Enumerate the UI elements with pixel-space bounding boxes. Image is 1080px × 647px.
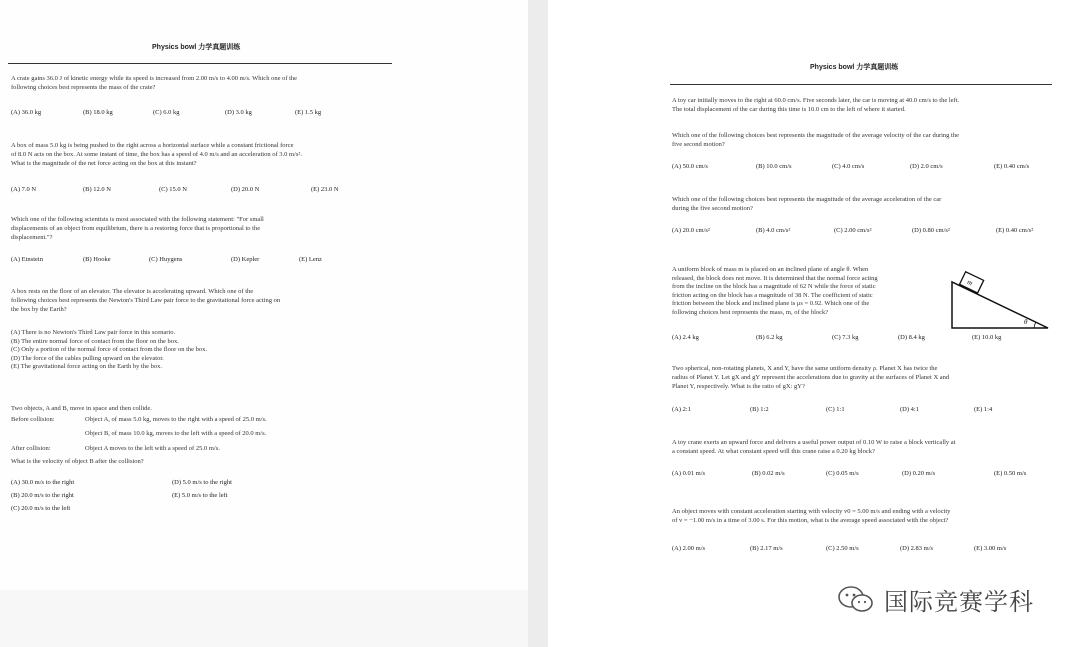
option-b[interactable]: (B) The entire normal force of contact from the floor on the box. — [11, 337, 179, 345]
option-e[interactable]: (E) 0.50 m/s — [994, 470, 1027, 477]
option-c[interactable]: (C) Only a portion of the normal force of contact from the floor on the box. — [11, 346, 208, 353]
question-5-options — [672, 544, 1006, 553]
question-2: A box of mass 5.0 kg is being pushed to the right across a horizontal surface while a constant frictional force of 8.0 N acts on the box. At some instant of time, the box has a speed of 4.0 m/s and an acceleration of 3.0 m/s². What is the magnitude of the net force acting on the box at this instant? — [11, 142, 302, 167]
page-header: Physics bowl 力学真题训练 — [152, 44, 241, 51]
before-object-b: Object B, of mass 10.0 kg, moves to the left with a speed of 20.0 m/s. — [85, 430, 267, 437]
option-d[interactable]: (D) 2.83 m/s — [900, 545, 934, 552]
question-4-options — [672, 469, 1026, 478]
question-5-intro: Two objects, A and B, move in space and then collide. — [11, 405, 152, 412]
option-d[interactable]: (D) 5.0 m/s to the right — [172, 479, 232, 486]
option-b[interactable]: (B) 12.0 N — [83, 186, 111, 193]
after-object-a: Object A moves to the left with a speed of 25.0 m/s. — [85, 445, 220, 452]
option-d[interactable]: (D) 2.0 cm/s — [910, 163, 943, 170]
angle-arc — [1034, 322, 1036, 328]
after-collision-label: After collision: — [11, 445, 51, 452]
option-a[interactable]: (A) There is no Newton's Third Law pair force in this scenario. — [11, 329, 176, 336]
option-a[interactable]: (A) 2.00 m/s — [672, 545, 706, 552]
right-page — [548, 0, 1080, 647]
option-e[interactable]: (E) The gravitational force acting on the Earth by the box. — [11, 363, 162, 370]
question-5: What is the velocity of object B after the collision? — [11, 458, 144, 465]
option-b[interactable]: (B) 18.0 kg — [83, 109, 113, 116]
option-e[interactable]: (E) 5.0 m/s to the left — [172, 492, 228, 499]
option-c[interactable]: (C) 15.0 N — [159, 186, 187, 193]
option-a[interactable]: (A) 7.0 N — [11, 186, 37, 193]
option-b[interactable]: (B) 0.02 m/s — [752, 470, 785, 477]
option-b[interactable]: (B) 20.0 m/s to the right — [11, 492, 74, 499]
option-b[interactable]: (B) 10.0 cm/s — [756, 163, 792, 170]
question-3-options — [672, 405, 992, 414]
option-c[interactable]: (C) 4.0 cm/s — [832, 163, 865, 170]
question-1b: Which one of the following choices best represents the magnitude of the average acceleration of the car during the five second motion? — [672, 196, 942, 212]
option-e[interactable]: (E) 3.00 m/s — [974, 545, 1007, 552]
option-c[interactable]: (C) 6.0 kg — [153, 109, 180, 116]
option-b[interactable]: (B) 2.17 m/s — [750, 545, 783, 552]
question-4: A toy crane exerts an upward force and delivers a useful power output of 0.10 W to raise a block vertically at a constant speed. At what constant speed will this crane raise a 0.20 kg block? — [672, 439, 956, 455]
option-a[interactable]: (A) Einstein — [11, 256, 43, 263]
option-a[interactable]: (A) 50.0 cm/s — [672, 163, 708, 170]
question-3-options — [11, 255, 322, 264]
option-a[interactable]: (A) 2.4 kg — [672, 334, 699, 341]
question-1a: Which one of the following choices best represents the magnitude of the average velocity of the car during the five second motion? — [672, 132, 959, 148]
page-gutter — [528, 0, 548, 647]
question-4-options — [11, 329, 207, 372]
option-c[interactable]: (C) 20.0 m/s to the left — [11, 505, 71, 512]
option-e[interactable]: (E) 23.0 N — [311, 186, 339, 193]
option-e[interactable]: (E) 10.0 kg — [972, 334, 1002, 341]
option-d[interactable]: (D) 0.20 m/s — [902, 470, 936, 477]
option-d[interactable]: (D) 0.80 cm/s² — [912, 227, 950, 234]
option-d[interactable]: (D) 4:1 — [900, 406, 919, 413]
option-d[interactable]: (D) The force of the cables pulling upward on the elevator. — [11, 354, 164, 362]
option-a[interactable]: (A) 30.0 m/s to the right — [11, 479, 75, 486]
option-a[interactable]: (A) 20.0 cm/s² — [672, 227, 710, 234]
option-a[interactable]: (A) 0.01 m/s — [672, 470, 706, 477]
question-2: A uniform block of mass m is placed on an inclined plane of angle θ. When released, the block does not move. It is determined that the normal force acting from the incline on the block has a magnitude of 62 N while the force of static friction acting on the block has a magnitude of 38 N. The coefficient of static friction between the block and inclined plane is μs = 0.92. Which one of the following choices best represents the mass, m, of the block? — [672, 266, 878, 316]
page-shadow — [0, 590, 528, 647]
option-a[interactable]: (A) 2:1 — [672, 406, 691, 413]
option-c[interactable]: (C) 7.3 kg — [832, 334, 859, 341]
option-b[interactable]: (B) 4.0 cm/s² — [756, 227, 791, 234]
option-e[interactable]: (E) 1.5 kg — [295, 109, 322, 116]
question-1-stem: A toy car initially moves to the right at 60.0 cm/s. Five seconds later, the car is moving at 40.0 cm/s to the left. The total displacement of the car during this time is 10.0 cm to the left of where it started. — [672, 97, 960, 113]
wechat-icon — [836, 584, 876, 616]
svg-text:m: m — [965, 277, 974, 288]
before-object-a: Object A, of mass 5.0 kg, moves to the right with a speed of 25.0 m/s. — [85, 416, 267, 423]
option-b[interactable]: (B) 1:2 — [750, 406, 769, 413]
question-5-options-col2 — [172, 478, 232, 500]
page-header: Physics bowl 力学真题训练 — [810, 64, 899, 71]
question-4: A box rests on the floor of an elevator. The elevator is accelerating upward. Which one of the following choices best represents the Newton's Third Law pair force to the gravitational force acting on the box by the Earth? — [11, 288, 281, 313]
option-d[interactable]: (D) 8.4 kg — [898, 334, 925, 341]
question-2-options — [672, 333, 1001, 342]
option-e[interactable]: (E) 0.40 cm/s² — [996, 227, 1034, 234]
option-c[interactable]: (C) 2.00 cm/s² — [834, 227, 872, 234]
question-3: Two spherical, non-rotating planets, X and Y, have the same uniform density ρ. Planet X has twice the radius of Planet Y. Let gX and gY represent the accelerations due to gravity at the surfaces of Planet X and Planet Y, respectively. What is the ratio of gX: gY? — [672, 365, 950, 390]
before-collision-label: Before collision: — [11, 416, 55, 423]
watermark — [836, 582, 1034, 617]
option-e[interactable]: (E) 0.40 cm/s — [994, 163, 1030, 170]
option-c[interactable]: (C) 0.05 m/s — [826, 470, 859, 477]
incline-figure — [948, 264, 1052, 332]
question-2-options — [11, 185, 339, 194]
question-1a-options — [672, 162, 1029, 171]
header-rule — [8, 63, 392, 64]
option-c[interactable]: (C) 2.50 m/s — [826, 545, 859, 552]
option-c[interactable]: (C) 1:1 — [826, 406, 845, 413]
question-5-options-col1 — [11, 478, 74, 513]
left-page — [0, 0, 528, 647]
header-rule — [670, 84, 1052, 85]
option-b[interactable]: (B) 6.2 kg — [756, 334, 783, 341]
angle-label: θ — [1024, 318, 1028, 326]
question-5: An object moves with constant acceleration starting with velocity v0 = 5.00 m/s and ending with a velocity of v = −1.00 m/s in a time of 3.00 s. For this motion, what is the average speed associated with the object? — [672, 508, 951, 524]
option-d[interactable]: (D) 3.0 kg — [225, 109, 252, 116]
question-1-options — [11, 108, 321, 117]
option-d[interactable]: (D) Kepler — [231, 256, 260, 263]
option-b[interactable]: (B) Hooke — [83, 256, 111, 263]
question-3: Which one of the following scientists is most associated with the following statement: "For small displacements of an object from equilibrium, there is a restoring force that is proportional to the displacement."? — [11, 216, 264, 241]
option-d[interactable]: (D) 20.0 N — [231, 186, 260, 193]
question-1: A crate gains 36.0 J of kinetic energy while its speed is increased from 2.00 m/s to 4.00 m/s. Which one of the following choices best represents the mass of the crate? — [11, 75, 298, 91]
option-c[interactable]: (C) Huygens — [149, 256, 183, 263]
option-e[interactable]: (E) Lenz — [299, 256, 322, 263]
option-e[interactable]: (E) 1:4 — [974, 406, 993, 413]
option-a[interactable]: (A) 36.0 kg — [11, 109, 42, 116]
watermark-text: 国际竞赛学科 — [884, 588, 1034, 616]
question-1b-options — [672, 226, 1033, 235]
